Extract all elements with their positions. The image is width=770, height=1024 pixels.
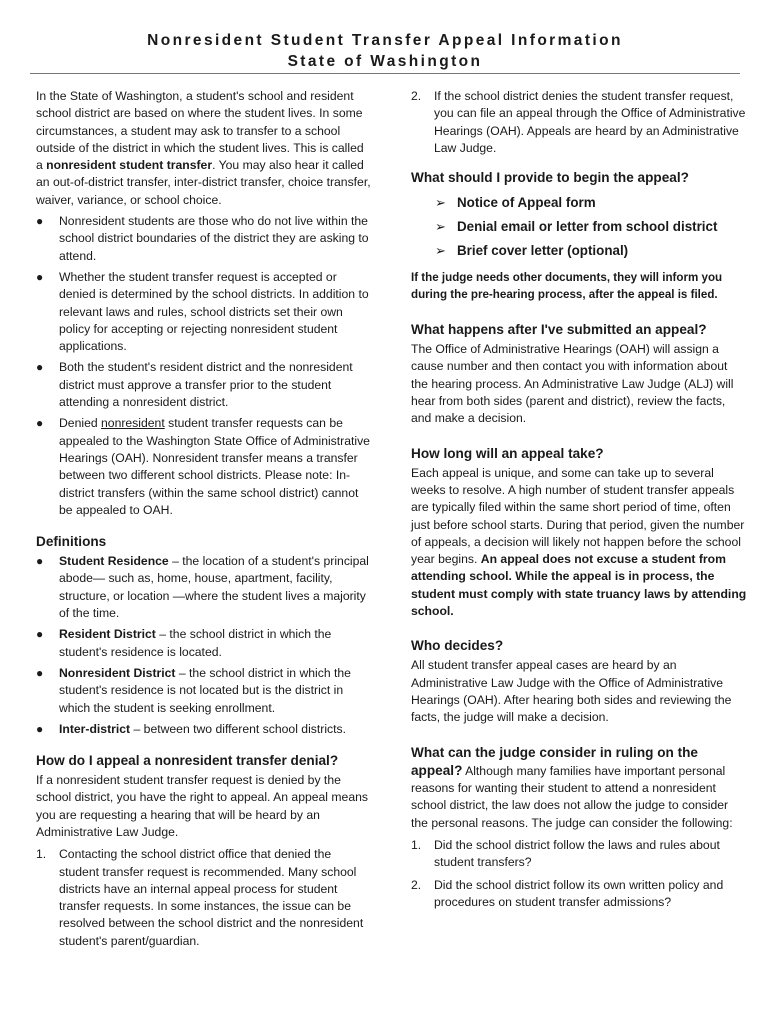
attendance-warning: An appeal does not excuse a student from attending school. While the appeal is in process, the student must comply with state truancy laws by attending school. bbox=[411, 552, 747, 619]
arrow-bullet-icon: ➢ bbox=[435, 219, 446, 235]
intro-paragraph: In the State of Washington, a student's school and resident school district are based on where the student lives. In some circumstances, a student may ask to transfer to a school outside of the district in which the student lives. This is called a nonresident student transfer. You may also hear it called an out-of-district transfer, inter-district transfer, choice transfer, waiver, variance, or school choice. bbox=[36, 89, 371, 207]
page-subtitle: State of Washington bbox=[287, 53, 483, 70]
appeal-steps bbox=[36, 846, 372, 950]
after-section bbox=[411, 321, 747, 427]
bullet-icon: ● bbox=[36, 721, 44, 736]
list-item: ● Inter-district – between two different school districts. bbox=[36, 721, 372, 738]
bullet-icon: ● bbox=[36, 269, 44, 284]
arrow-bullet-icon: ➢ bbox=[435, 243, 446, 259]
duration-section bbox=[411, 445, 747, 621]
list-item: ● Resident District – the school district in which the student's residence is located. bbox=[36, 627, 332, 659]
list-item: ● Nonresident District – the school district in which the student's residence is not located but is the district in which the student is seeking enrollment. bbox=[36, 665, 351, 715]
consider-section bbox=[411, 744, 747, 912]
left-column bbox=[36, 88, 372, 955]
after-heading: What happens after I've submitted an appeal? bbox=[411, 322, 707, 338]
list-item: ➢ Brief cover letter (optional) bbox=[411, 239, 747, 263]
provide-section bbox=[411, 169, 747, 303]
page-title: Nonresident Student Transfer Appeal Information bbox=[147, 32, 623, 49]
definitions-heading: Definitions bbox=[36, 534, 107, 550]
bullet-icon: ● bbox=[36, 416, 44, 431]
duration-paragraph: Each appeal is unique, and some can take up to several weeks to resolve. A high number of student transfer appeals are typically filed within the same short period of time, often just before school starts. During that period, given the number of appeals, a decision will likely not happen before the school year begins. An appeal does not excuse a student from attending school. While the appeal is in process, the student must comply with state truancy laws by attending school. bbox=[411, 465, 747, 619]
definitions-list bbox=[36, 553, 372, 738]
list-item: ● Student Residence – the location of a student's principal abode— such as, home, house, apartment, facility, structure, or location —where the student lives a majority of the time. bbox=[36, 554, 369, 621]
consider-heading: What can the judge consider in ruling on the appeal? bbox=[411, 744, 698, 778]
who-paragraph: All student transfer appeal cases are heard by an Administrative Law Judge with the Office of Administrative Hearings (OAH). After hearing both sides and reviewing the facts, the judge will make a decision. bbox=[411, 658, 732, 725]
appeal-steps-continued bbox=[411, 88, 747, 157]
header-divider bbox=[30, 73, 740, 74]
after-paragraph: The Office of Administrative Hearings (OAH) will assign a cause number and then contact you with information about the hearing process. An Administrative Law Judge (ALJ) will hear from both sides (parent and district), review the facts, and make a decision. bbox=[411, 342, 734, 426]
underlined-word: nonresident bbox=[101, 416, 165, 431]
definitions-section bbox=[36, 533, 372, 738]
appeal-section bbox=[36, 752, 372, 950]
list-item: ● Denied nonresident student transfer requests can be appealed to the Washington State Office of Administrative Hearings (OAH). Nonresident transfer means a transfer between two different school districts. Please note: In-district transfers (within the same school district) cannot be appealed to OAH. bbox=[36, 416, 370, 517]
list-item: ● Both the student's resident district and the nonresident district must approve a transfer prior to the student attending a nonresident district. bbox=[36, 360, 353, 410]
arrow-bullet-icon: ➢ bbox=[435, 195, 446, 211]
bullet-icon: ● bbox=[36, 627, 44, 642]
who-heading: Who decides? bbox=[411, 638, 504, 654]
who-section bbox=[411, 637, 747, 726]
bullet-icon: ● bbox=[36, 665, 44, 680]
consider-paragraph: What can the judge consider in ruling on the appeal? Although many families have important personal reasons for wanting their student to attend a nonresident school district, the law does not allow the judge to consider the personal reasons. The judge can consider the following: bbox=[411, 744, 733, 830]
list-item: 1. Did the school district follow the laws and rules about student transfers? bbox=[411, 838, 720, 870]
list-item: 1. Contacting the school district office that denied the student transfer request is recommended. Many school districts have an internal appeal process for student transfer requests. In some instances, the issue can be resolved between the school district and the nonresident student's parent/guardian. bbox=[36, 847, 364, 948]
right-column bbox=[411, 88, 747, 916]
duration-heading: How long will an appeal take? bbox=[411, 445, 604, 461]
appeal-paragraph: If a nonresident student transfer request is denied by the school district, you have the right to appeal. An appeal means you are requesting a hearing that will be heard by an Administrative Law Judge. bbox=[36, 773, 368, 839]
provide-heading: What should I provide to begin the appeal? bbox=[411, 170, 689, 186]
list-item: 2. If the school district denies the student transfer request, you can file an appeal through the Office of Administrative Hearings (OAH). Appeals are heard by an Administrative Law Judge. bbox=[411, 89, 746, 155]
document-header bbox=[30, 30, 740, 72]
appeal-heading: How do I appeal a nonresident transfer denial? bbox=[36, 753, 339, 769]
list-item: ➢ Denial email or letter from school district bbox=[411, 215, 747, 239]
list-item: ● Nonresident students are those who do not live within the school district boundaries of the district they are asking to attend. bbox=[36, 214, 369, 263]
list-item: 2. Did the school district follow its own written policy and procedures on student transfer admissions? bbox=[411, 877, 724, 909]
intro-bold-term: nonresident student transfer bbox=[46, 158, 213, 173]
bullet-icon: ● bbox=[36, 360, 44, 375]
provide-note: If the judge needs other documents, they will inform you during the pre-hearing process, after the appeal is filed. bbox=[411, 271, 723, 302]
provide-list bbox=[411, 191, 747, 263]
bullet-icon: ● bbox=[36, 554, 44, 569]
list-item: ● Whether the student transfer request is accepted or denied is determined by the school districts. In addition to relevant laws and rules, school districts set their own policy for accepting or rejecting nonresident student applications. bbox=[36, 269, 369, 354]
list-item: ➢ Notice of Appeal form bbox=[411, 191, 747, 215]
bullet-icon: ● bbox=[36, 214, 44, 229]
intro-bullet-list bbox=[36, 213, 372, 519]
consider-list bbox=[411, 837, 747, 911]
